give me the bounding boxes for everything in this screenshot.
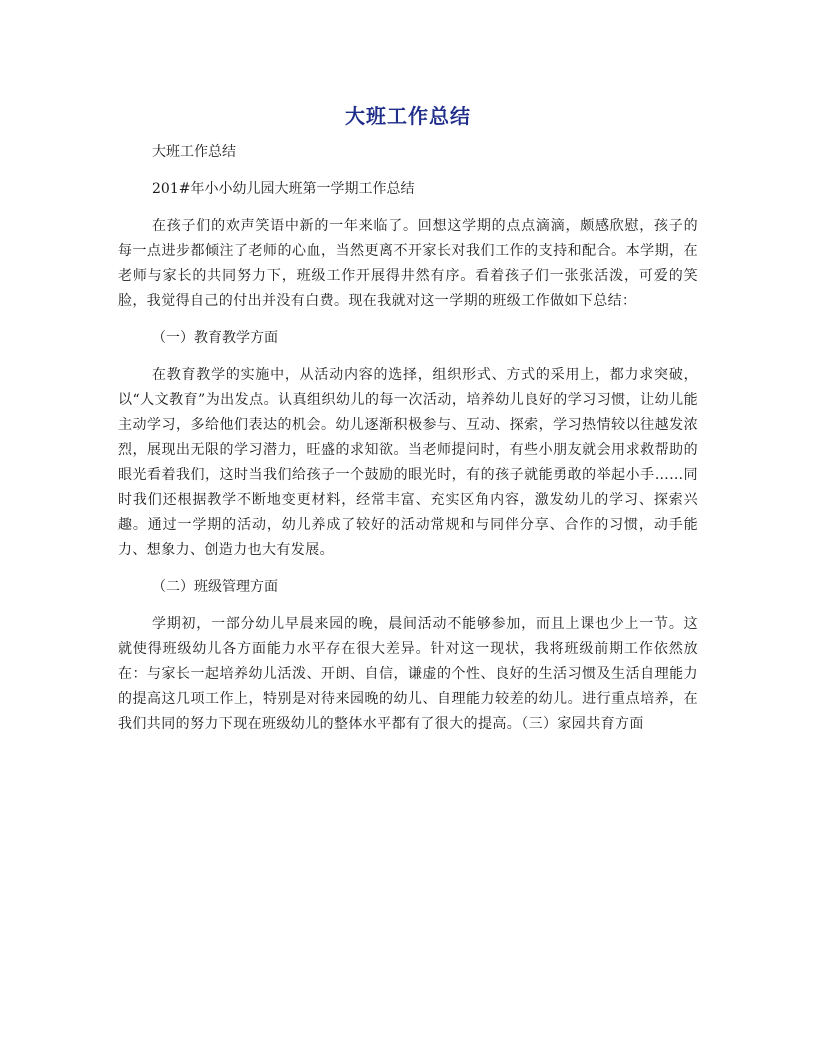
section-paragraph-management: 学期初，一部分幼儿早晨来园的晚，晨间活动不能够参加，而且上课也少上一节。这就使得班级幼儿各方面能力水平存在很大差异。针对这一现状，我将班级前期工作依然放在：与家长一起培养幼儿活泼、开朗、自信，谦虚的个性、良好的生活习惯及生活自理能力的提高这几项工作上，特别是对待来园晚的幼儿、自理能力较差的幼儿。进行重点培养，在我们共同的努力下现在班级幼儿的整体水平都有了很大的提高。（三）家园共育方面 (118, 616, 698, 732)
document-body (118, 140, 698, 749)
section-heading-management: （二）班级管理方面 (152, 579, 278, 595)
section-paragraph-teaching: 在教育教学的实施中，从活动内容的选择，组织形式、方式的采用上，都力求突破，以“人文教育”为出发点。认真组织幼儿的每一次活动，培养幼儿良好的学习习惯，让幼儿能主动学习，多给他们表达的机会。幼儿逐渐积极参与、互动、探索，学习热情较以往越发浓烈，展现出无限的学习潜力，旺盛的求知欲。当老师提问时，有些小朋友就会用求救帮助的眼光看着我们，这时当我们给孩子一个鼓励的眼光时，有的孩子就能勇敢的举起小手……同时我们还根据教学不断地变更材料，经常丰富、充实区角内容，激发幼儿的学习、探索兴趣。通过一学期的活动，幼儿养成了较好的活动常规和与同伴分享、合作的习惯，动手能力、想象力、创造力也大有发展。 (118, 367, 698, 558)
subtitle-heading: 大班工作总结 (152, 144, 236, 160)
subtitle-kindergarten: 201#年小小幼儿园大班第一学期工作总结 (152, 181, 415, 197)
document-title: 大班工作总结 (345, 104, 471, 128)
section-heading-teaching: （一）教育教学方面 (152, 330, 278, 346)
intro-paragraph: 在孩子们的欢声笑语中新的一年来临了。回想这学期的点点滴滴，颇感欣慰，孩子的每一点进步都倾注了老师的心血，当然更离不开家长对我们工作的支持和配合。本学期，在老师与家长的共同努力下，班级工作开展得井然有序。看着孩子们一张张活泼，可爱的笑脸，我觉得自己的付出并没有白费。现在我就对这一学期的班级工作做如下总结： (118, 218, 698, 309)
